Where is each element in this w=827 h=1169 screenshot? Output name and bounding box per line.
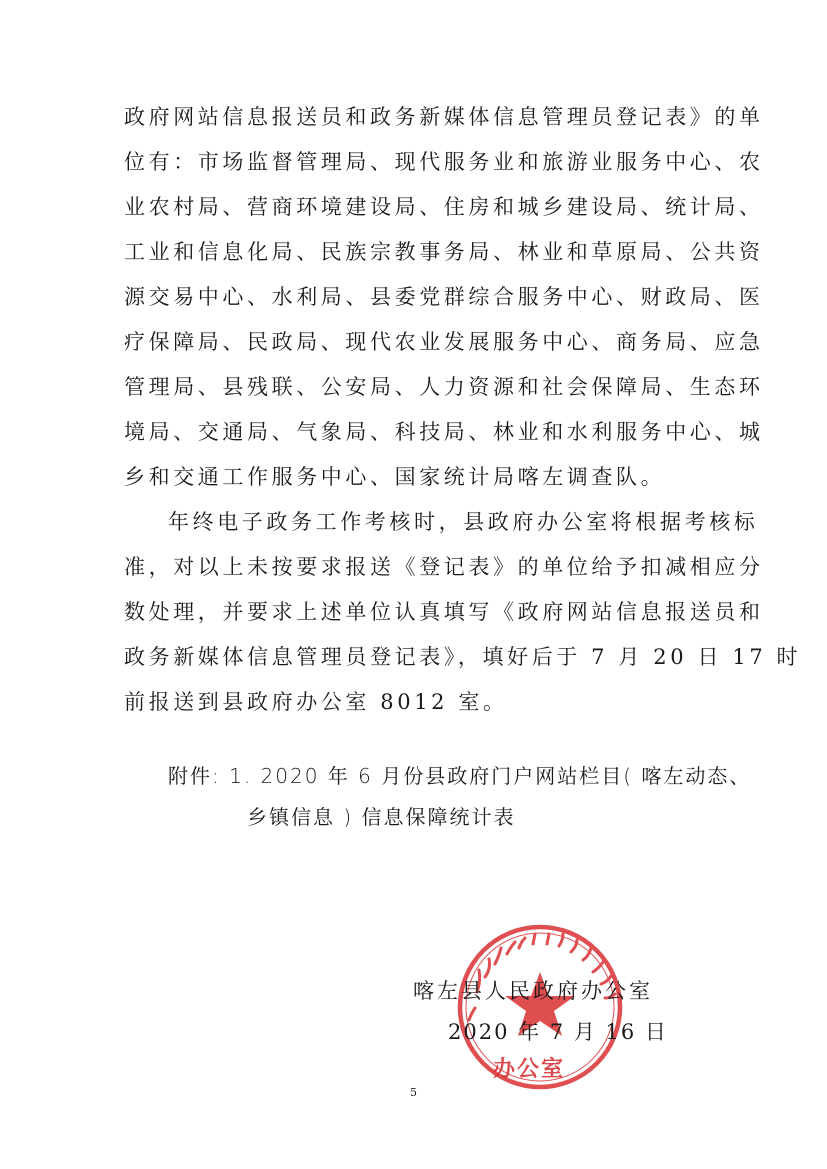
body-line-12: 数处理，并要求上述单位认真填写《政府网站信息报送员和 xyxy=(124,600,764,624)
body-line-14: 前报送到县政府办公室 8012 室。 xyxy=(124,690,508,714)
body-line-13: 政务新媒体信息管理员登记表》，填好后于 7 月 20 日 17 时 xyxy=(124,645,802,669)
body-line-10: 年终电子政务工作考核时，县政府办公室将根据考核标 xyxy=(168,510,759,534)
body-line-7: 管理局、县残联、公安局、人力资源和社会保障局、生态环 xyxy=(124,375,764,399)
page-number: 5 xyxy=(410,1086,417,1099)
body-line-5: 源交易中心、水利局、县委党群综合服务中心、财政局、医 xyxy=(124,285,764,309)
body-line-1: 政府网站信息报送员和政务新媒体信息管理员登记表》的单 xyxy=(124,105,764,129)
body-line-8: 境局、交通局、气象局、科技局、林业和水利服务中心、城 xyxy=(124,420,764,444)
body-line-2: 位有：市场监督管理局、现代服务业和旅游业服务中心、农 xyxy=(124,150,764,174)
seal-label: 办公室 xyxy=(493,1057,566,1082)
signing-date: 2020 年 7 月 16 日 xyxy=(448,1020,668,1044)
body-line-9: 乡和交通工作服务中心、国家统计局喀左调查队。 xyxy=(124,465,666,489)
body-line-4: 工业和信息化局、民族宗教事务局、林业和草原局、公共资 xyxy=(124,240,764,264)
signing-organization: 喀左县人民政府办公室 xyxy=(413,979,653,1003)
body-line-3: 业农村局、营商环境建设局、住房和城乡建设局、统计局、 xyxy=(124,195,764,219)
body-line-11: 准，对以上未按要求报送《登记表》的单位给予扣减相应分 xyxy=(124,555,764,579)
attachment-line-1: 附件: 1. 2020 年 6 月份县政府门户网站栏目( 喀左动态、 xyxy=(168,764,752,788)
attachment-line-2: 乡镇信息 ) 信息保障统计表 xyxy=(247,805,516,829)
body-line-6: 疗保障局、民政局、现代农业发展服务中心、商务局、应急 xyxy=(124,330,764,354)
